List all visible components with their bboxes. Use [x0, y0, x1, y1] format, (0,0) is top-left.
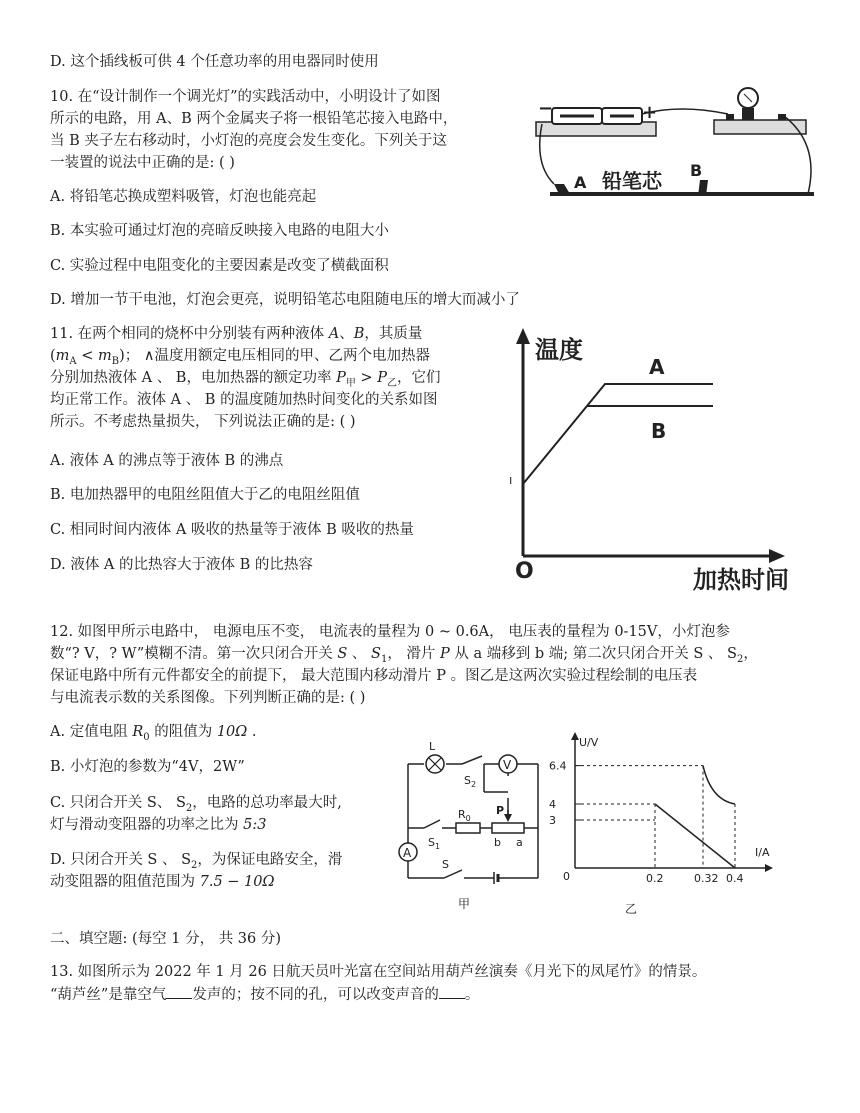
- q10-circuit-figure: [530, 84, 820, 214]
- line-b-label: B: [651, 419, 667, 443]
- q11-option-a: A. 液体 A 的沸点等于液体 B 的沸点: [50, 453, 284, 469]
- voltmeter-label: V: [503, 758, 512, 772]
- q13-line-2: “葫芦丝”是靠空气 发声的；按不同的孔，可以改变声音的 。: [50, 987, 480, 1003]
- q12-stem-line-3: 保证电路中所有元件都安全的前提下， 最大范围内移动滑片 P 。图乙是这两次实验过程绘制的电压表: [50, 668, 698, 684]
- terminal-a-label: a: [516, 836, 523, 849]
- series-1-slope: [655, 804, 735, 868]
- q11-option-d: D. 液体 A 的比热容大于液体 B 的比热容: [50, 557, 313, 573]
- q12-stem-line-2: 数“? V，? W”模糊不清。第一次只闭合开关 S 、 $S_1$， 滑片 P 从 a 端移到 b 端; 第二次只闭合开关 S 、 $S_2$，: [50, 646, 758, 665]
- q11-temperature-graph: [505, 326, 810, 598]
- q12-option-b: B. 小灯泡的参数为“4V，2W”: [50, 759, 245, 775]
- battery-pack: [536, 98, 657, 136]
- x-axis-label: I/A: [755, 846, 770, 859]
- lamp-label: L: [429, 740, 436, 753]
- lamp-symbol: [426, 755, 444, 773]
- resistor-r0: [456, 823, 480, 833]
- tick-mark: ı: [509, 473, 513, 487]
- q10-option-b: B. 本实验可通过灯泡的亮暗反映接入电路的电阻大小: [50, 223, 389, 239]
- graph-caption: 乙: [625, 902, 638, 916]
- q12-option-d-line-2: 动变阻器的阻值范围为 7.5 − 10Ω: [50, 874, 275, 890]
- q12-stem-line-4: 与电流表示数的关系图像。下列判断正确的是: ( ): [50, 690, 366, 706]
- pencil-lead-label: 铅笔芯: [602, 169, 662, 193]
- line-a: [523, 384, 713, 484]
- q11-option-b: B. 电加热器甲的电阻丝阻值大于乙的电阻丝阻值: [50, 487, 360, 503]
- origin-label: O: [515, 559, 534, 584]
- minus-sign: −: [538, 98, 554, 119]
- series-2-curve: [703, 766, 735, 804]
- q11-stem-line-4: 均正常工作。液体 A 、 B 的温度随加热时间变化的关系如图: [50, 392, 438, 408]
- terminal-b-label: b: [494, 836, 501, 849]
- q10-stem-line-3: 当 B 夹子左右移动时，小灯泡的亮度会发生变化。下列关于这: [50, 133, 447, 149]
- bulb-on-base: [714, 88, 806, 134]
- y-axis-label: U/V: [579, 736, 599, 749]
- y-axis-label: 温度: [535, 336, 583, 364]
- rheostat: [492, 823, 524, 833]
- circuit-caption: 甲: [458, 897, 471, 911]
- x-tick-label: 0.4: [726, 872, 744, 885]
- q10-option-a: A. 将铅笔芯换成塑料吸管，灯泡也能亮起: [50, 189, 317, 205]
- q11-option-c: C. 相同时间内液体 A 吸收的热量等于液体 B 吸收的热量: [50, 522, 414, 538]
- clip-b-label: B: [690, 161, 703, 180]
- q12-option-d-line-1: D. 只闭合开关 S 、 $S_2$，为保证电路安全，滑: [50, 852, 343, 871]
- q11-stem-line-5: 所示。不考虑热量损失， 下列说法正确的是: ( ): [50, 414, 356, 430]
- y-tick-label: 3: [549, 814, 556, 827]
- q12-option-c-line-2: 灯与滑动变阻器的功率之比为 5:3: [50, 817, 267, 833]
- section-2-title: 二、填空题: (每空 1 分， 共 36 分): [50, 931, 282, 947]
- x-tick-label: 0.2: [646, 872, 664, 885]
- switch-s1-label: $S_1$: [428, 836, 441, 851]
- q12-circuit-diagram: [398, 740, 548, 912]
- q10-option-d: D. 增加一节干电池，灯泡会更亮，说明铅笔芯电阻随电压的增大而减小了: [50, 292, 520, 308]
- origin-label: 0: [563, 870, 570, 883]
- q9-option-d: D. 这个插线板可供 4 个任意功率的用电器同时使用: [50, 54, 379, 70]
- q10-stem-line-1: 10. 在“设计制作一个调光灯”的实践活动中，小明设计了如图: [50, 89, 441, 105]
- clip-a-label: A: [574, 173, 587, 192]
- switch-s2-label: $S_2$: [464, 774, 477, 789]
- plus-sign: +: [642, 102, 658, 123]
- q12-stem-line-1: 12. 如图甲所示电路中， 电源电压不变， 电流表的量程为 0 ~ 0.6A， 电压表的量程为 0-15V，小灯泡参: [50, 624, 730, 640]
- slider-p-label: P: [496, 804, 505, 817]
- blank-2[interactable]: [439, 985, 465, 999]
- q10-stem-line-2: 所示的电路，用 A、B 两个金属夹子将一根铅笔芯接入电路中，: [50, 111, 458, 127]
- resistor-r0-label: $R_0$: [458, 808, 471, 823]
- q12-option-c-line-1: C. 只闭合开关 S、 $S_2$，电路的总功率最大时,: [50, 795, 342, 814]
- y-tick-label: 6.4: [549, 759, 567, 773]
- switch-s-label: S: [442, 858, 449, 871]
- q10-option-c: C. 实验过程中电阻变化的主要因素是改变了横截面积: [50, 258, 389, 274]
- pencil-lead: [550, 161, 814, 196]
- line-a-label: A: [649, 355, 665, 379]
- q11-stem-line-3: 分别加热液体 A 、 B，电加热器的额定功率 $P_甲 > P_乙$，它们: [50, 370, 441, 389]
- blank-1[interactable]: [166, 985, 192, 999]
- x-tick-label: 0.32: [694, 872, 719, 885]
- q12-option-a: A. 定值电阻 $R_0$ 的阻值为 10Ω .: [50, 724, 257, 743]
- ammeter-label: A: [403, 846, 412, 860]
- q10-stem-line-4: 一装置的说法中正确的是: ( ): [50, 155, 235, 171]
- q13-line-1: 13. 如图所示为 2022 年 1 月 26 日航天员叶光富在空间站用葫芦丝演奏《月光下的凤尾竹》的情景。: [50, 964, 707, 980]
- x-axis-label: 加热时间: [693, 566, 789, 594]
- q12-voltage-current-graph: [545, 730, 785, 920]
- y-tick-label: 4: [549, 798, 556, 811]
- q11-stem-line-1: 11. 在两个相同的烧杯中分别装有两种液体 A、B，其质量: [50, 326, 423, 342]
- q11-stem-line-2: $(m_A < m_B)$； ∧温度用额定电压相同的甲、乙两个电加热器: [50, 348, 431, 367]
